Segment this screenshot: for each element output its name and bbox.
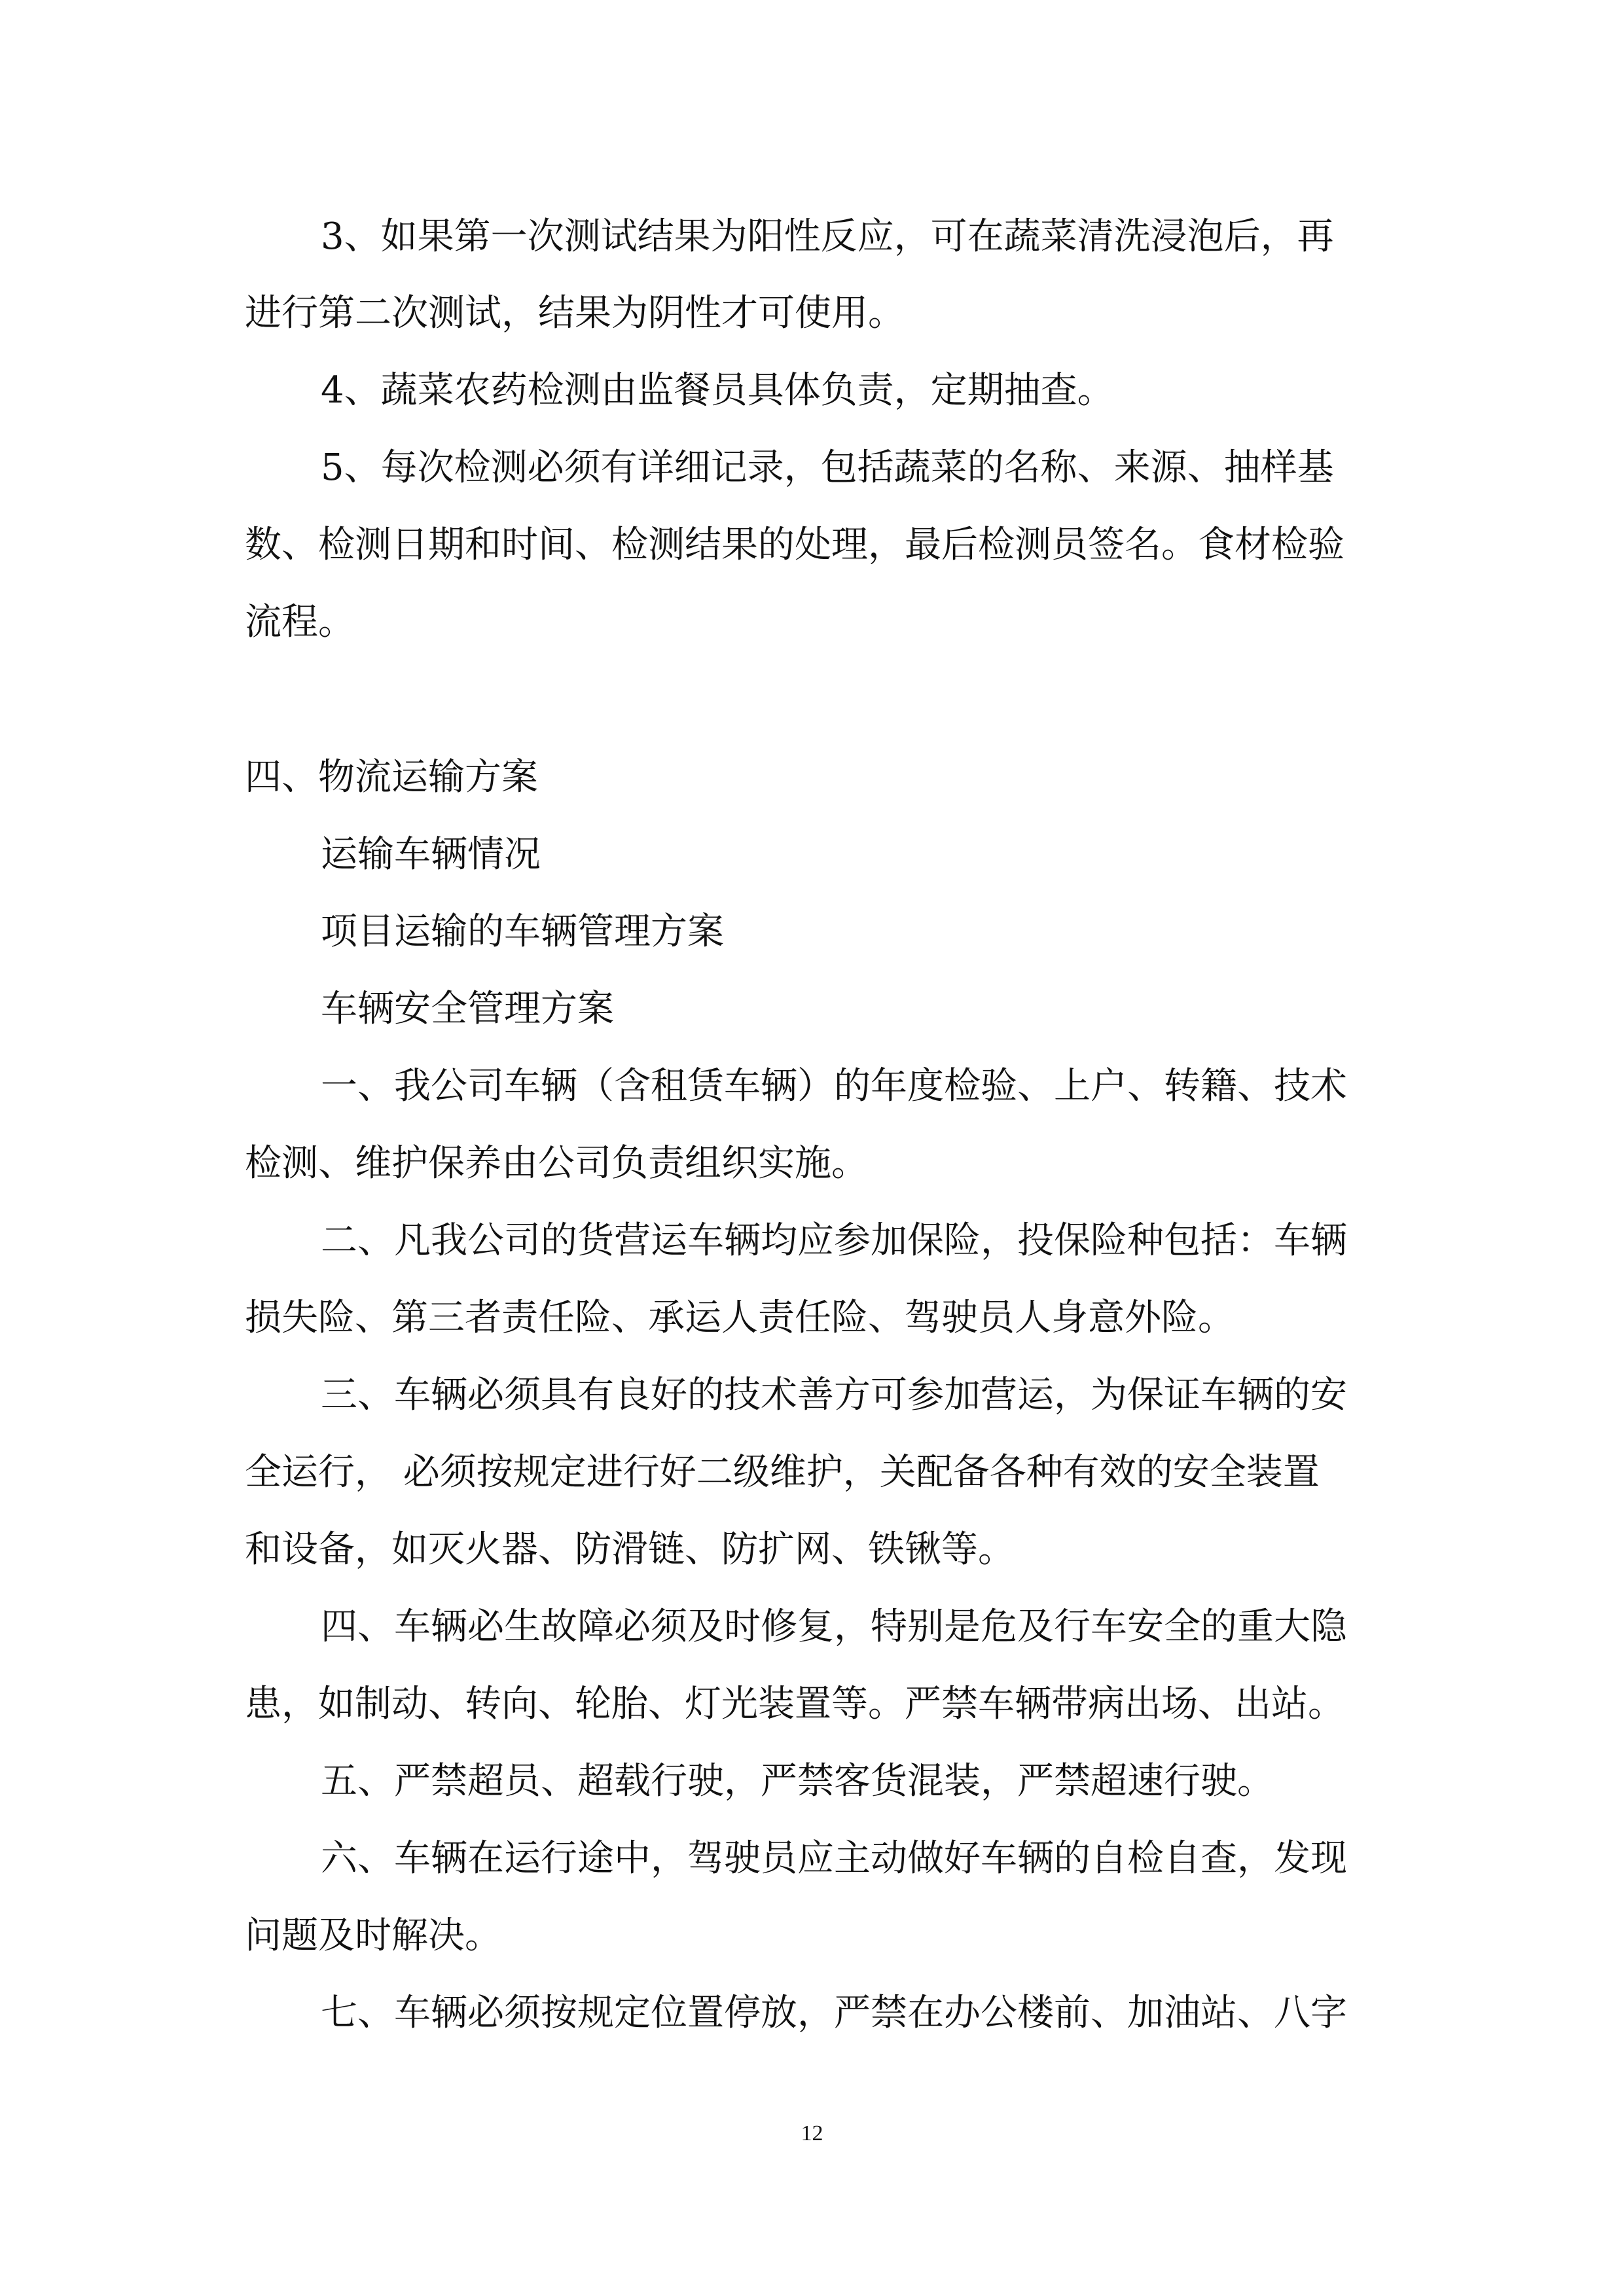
item-6-line-1: 六、车辆在运行途中，驾驶员应主动做好车辆的自检自查，发现 (321, 1837, 1347, 1880)
item-1-line-1: 一、我公司车辆（含租赁车辆）的年度检验、上户、转籍、技术 (321, 1065, 1347, 1107)
subheading-vehicle-management: 项目运输的车辆管理方案 (321, 910, 724, 953)
item-3-line-3: 和设备，如灭火器、防滑链、防扩网、铁锹等。 (245, 1528, 1015, 1571)
paragraph-5-line-2: 数、检测日期和时间、检测结果的处理，最后检测员签名。食材检验 (245, 524, 1344, 566)
item-2-line-1: 二、凡我公司的货营运车辆均应参加保险，投保险种包括：车辆 (321, 1219, 1347, 1262)
subheading-vehicle-safety: 车辆安全管理方案 (321, 988, 614, 1030)
item-6-line-2: 问题及时解决。 (245, 1914, 501, 1957)
item-5-line-1: 五、严禁超员、超载行驶，严禁客货混装，严禁超速行驶。 (321, 1760, 1274, 1803)
item-2-line-2: 损失险、第三者责任险、承运人责任险、驾驶员人身意外险。 (245, 1297, 1235, 1339)
paragraph-5-line-1: 5、每次检测必须有详细记录，包括蔬菜的名称、来源、抽样基 (321, 446, 1334, 489)
item-4-line-2: 患，如制动、转向、轮胎、灯光装置等。严禁车辆带病出场、出站。 (245, 1683, 1344, 1725)
section-heading-logistics: 四、物流运输方案 (245, 756, 538, 798)
item-3-line-1: 三、车辆必须具有良好的技术善方可参加营运，为保证车辆的安 (321, 1374, 1347, 1416)
paragraph-3-line-2: 进行第二次测试，结果为阴性才可使用。 (245, 292, 905, 334)
item-3-line-2: 全运行， 必须按规定进行好二级维护，关配备各种有效的安全装置 (245, 1451, 1320, 1494)
item-1-line-2: 检测、维护保养由公司负责组织实施。 (245, 1142, 868, 1185)
item-4-line-1: 四、车辆必生故障必须及时修复，特别是危及行车安全的重大隐 (321, 1605, 1347, 1648)
item-7-line-1: 七、车辆必须按规定位置停放，严禁在办公楼前、加油站、八字 (321, 1992, 1347, 2034)
paragraph-5-line-3: 流程。 (245, 601, 355, 643)
subheading-vehicles: 运输车辆情况 (321, 833, 541, 876)
paragraph-4-line-1: 4、蔬菜农药检测由监餐员具体负责，定期抽查。 (321, 369, 1114, 412)
paragraph-3-line-1: 3、如果第一次测试结果为阳性反应，可在蔬菜清洗浸泡后，再 (321, 215, 1334, 258)
page-number: 12 (801, 2121, 823, 2145)
